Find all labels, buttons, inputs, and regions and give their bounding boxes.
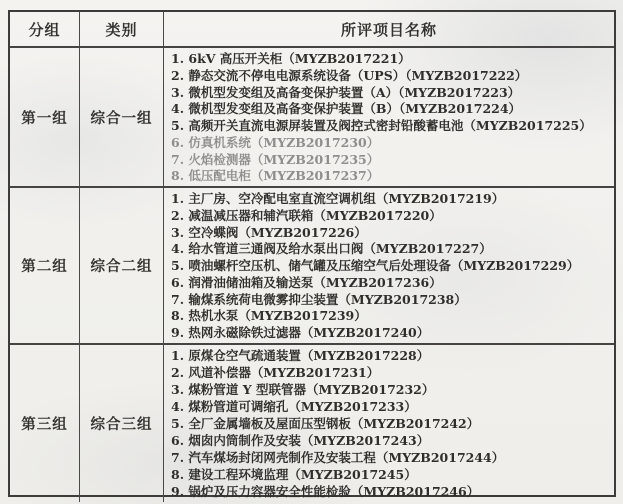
group-2-project-list <box>164 188 614 343</box>
table-row-group-3 <box>10 345 614 502</box>
group-1-label: 第一组 <box>10 48 80 186</box>
project-item: 6. 仿真机系统（MYZB2017230） <box>171 134 380 150</box>
project-item: 8. 建设工程环境监理（MYZB2017245） <box>171 467 417 482</box>
header-group: 分组 <box>10 12 80 46</box>
project-item: 6. 烟囱内筒制作及安装（MYZB2017243） <box>171 433 430 448</box>
group-3-label: 第三组 <box>10 345 80 502</box>
project-item: 8. 低压配电柜（MYZB2017237） <box>171 168 380 184</box>
evaluation-projects-table <box>8 10 616 497</box>
project-item: 5. 喷油螺杆空压机、储气罐及压缩空气后处理设备（MYZB2017229） <box>171 258 580 274</box>
project-item: 4. 煤粉管道可调缩孔（MYZB2017233） <box>171 399 417 414</box>
group-1-project-list <box>164 48 614 186</box>
project-item: 1. 6kV 高压开关柜（MYZB2017221） <box>171 51 411 66</box>
project-item: 1. 主厂房、空冷配电室直流空调机组（MYZB2017219） <box>171 190 505 206</box>
project-item: 9. 热网永磁除铁过滤器（MYZB2017240） <box>171 325 430 341</box>
project-item: 6. 润滑油储油箱及输送泵（MYZB2017236） <box>171 274 442 290</box>
header-projects: 所评项目名称 <box>340 20 437 39</box>
project-item: 7. 汽车煤场封闭网壳制作及安装工程（MYZB2017244） <box>171 450 505 465</box>
project-item: 8. 热机水泵（MYZB2017239） <box>171 308 367 324</box>
project-item: 3. 空冷蝶阀（MYZB2017226） <box>171 224 367 240</box>
project-item: 7. 火焰检测器（MYZB2017235） <box>171 151 380 167</box>
header-category: 类别 <box>80 12 164 46</box>
group-2-label: 第二组 <box>10 188 80 343</box>
group-2-category: 综合二组 <box>80 188 164 343</box>
table-header-row <box>10 12 614 48</box>
project-item: 4. 微机型发变组及高备变保护装置（B）（MYZB2017224） <box>171 101 522 117</box>
project-item: 5. 全厂金属墙板及屋面压型钢板（MYZB2017242） <box>171 416 480 431</box>
group-3-category: 综合三组 <box>80 345 164 502</box>
table-row-group-2 <box>10 188 614 345</box>
project-item: 3. 煤粉管道 Y 型联管器（MYZB2017232） <box>171 382 435 397</box>
project-item: 3. 微机型发变组及高备变保护装置（A）（MYZB2017223） <box>171 84 521 100</box>
group-3-project-list <box>164 345 614 502</box>
project-item: 5. 高频开关直流电源屏装置及阀控式密封铅酸蓄电池（MYZB2017225） <box>171 118 592 133</box>
project-item: 2. 风道补偿器（MYZB2017231） <box>171 365 380 380</box>
project-item: 2. 减温减压器和辅汽联箱（MYZB2017220） <box>171 207 442 223</box>
project-item: 2. 静态交流不停电电源系统设备（UPS）（MYZB2017222） <box>171 67 528 83</box>
table-row-group-1 <box>10 48 614 188</box>
project-item: 9. 锅炉及压力容器安全性能检验（MYZB2017246） <box>171 484 480 499</box>
project-item: 4. 给水管道三通阀及给水泵出口阀（MYZB2017227） <box>171 241 492 257</box>
project-item: 1. 原煤仓空气疏通装置（MYZB2017228） <box>171 348 430 363</box>
group-1-category: 综合一组 <box>80 48 164 186</box>
project-item: 7. 输煤系统荷电微雾抑尘装置（MYZB2017238） <box>171 291 467 307</box>
